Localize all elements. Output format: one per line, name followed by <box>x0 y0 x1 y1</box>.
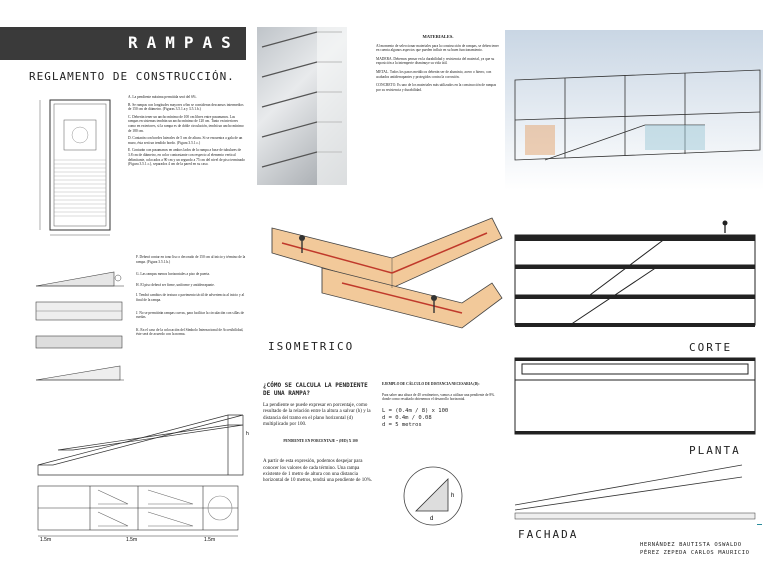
ramp-plan-bottom <box>28 480 253 542</box>
isometric-label: ISOMETRICO <box>268 340 355 353</box>
example-text: Para saber una altura de 40 centímetros, vamos a utilizar una pendiente de 8%. donde como resultado obtenemos el desarrollo horizontal. <box>382 392 496 402</box>
rule-h: H. El piso deberá ser firme, uniforme y antiderrapante. <box>136 282 215 287</box>
slope-text-2: A partir de esta expresión, podemos despejar para conocer los valores de cada término. Una rampa existente de 1 metro de altura con una distancia horizontal de 10 metros, tendrá una pendiente de 10%. <box>263 459 373 484</box>
dim-h: h <box>246 431 249 437</box>
rules-list <box>128 95 246 170</box>
rule-j: J. No se permitirán rampas curvas, para facilitar la circulación con sillas de ruedas. <box>136 310 244 320</box>
materials-para-4: CONCRETO. Es uno de los materiales más utilizados en la construcción de rampas por su resistencia y durabilidad. <box>376 83 497 92</box>
slope-triangle-diagram <box>402 465 464 527</box>
materials-heading: MATERIALES. <box>422 34 454 39</box>
rule-e: E. Contarán con pasamanos en ambos lados de la rampa a base de tubulares de 3.8 cm de diámetro, en color contrastante con respecto al elemento vertical delimitante, colocados a 90 cm y un segundo a 75 cm del nivel de piso terminado (Figura 3.5.1.c.), separados 4 cm de la pared en su caso. <box>128 148 245 167</box>
example-heading: EJEMPLO DE CÁLCULO DE DISTANCIA NECESARIA (D): <box>382 382 480 386</box>
slope-formula: PENDIENTE EN PORCENTAJE = (H/D) X 100 <box>283 438 358 443</box>
materials-para-3: METAL. Todos los pasos metálicos deberán ser de aluminio, acero o hierro, con acabados antiderrapantes y protegidos contra la corrosión. <box>376 69 492 79</box>
authors <box>640 541 750 557</box>
rule-g: G. Las rampas menos horizontales a piso de puerta. <box>136 272 211 277</box>
section-drawing <box>510 205 760 333</box>
ramp-building-photo <box>257 27 347 185</box>
dim-3: 1.5m <box>204 537 216 542</box>
example-line-1: L = (0.4m / 8) x 100 <box>382 407 449 414</box>
section-subtitle: REGLAMENTO DE CONSTRUCCIÓN. <box>29 70 235 83</box>
example-line-2: d = 0.4m / 0.08 <box>382 414 432 421</box>
example-block <box>382 382 500 429</box>
rule-k: K. En el caso de la colocación del Símbolo Internacional de Accesibilidad, éste será de acuerdo con la norma. <box>136 327 244 337</box>
ramp-elevation-1 <box>34 262 126 292</box>
rules-list-2 <box>136 255 246 341</box>
rule-i: I. Tendrá cambios de textura o pavimento táctil de advertencia al inicio y al final de la rampa. <box>136 293 245 302</box>
slope-block <box>263 382 378 485</box>
ramp-plan-drawing <box>30 90 125 240</box>
author-2: PÉREZ ZEPEDA CARLOS MAURICIO <box>640 550 750 556</box>
ramp-elevation-2 <box>34 296 126 326</box>
example-line-3: d = 5 metros <box>382 421 422 428</box>
slope-heading: ¿CÓMO SE CALCULA LA PENDIENTE DE UNA RAMPA? <box>263 382 368 397</box>
ramp-elevation-4 <box>34 360 126 386</box>
ramp-switchback-drawing <box>28 405 253 480</box>
triangle-label-d: d <box>430 516 434 522</box>
dim-2: 1.5m <box>126 537 138 542</box>
plan-drawing <box>512 350 762 440</box>
rule-f: F. Deberá contar en tono liso o decorado de 150 cm al inicio y término de la rampa. (Figura 3.5.1.b.) <box>136 255 246 264</box>
plan-label: PLANTA <box>689 444 741 457</box>
ramp-elevation-3 <box>34 330 126 354</box>
triangle-label-h: h <box>451 493 455 499</box>
rule-a: A. La pendiente máxima permitida será del 6%. <box>128 95 197 99</box>
rule-c: C. Deberán tener un ancho mínimo de 100 cm libres entre pasamanos. Las rampas en sistemas tendrán un ancho mínimo de 120 cm. Tanto en interiores como en exteriores, si la rampa es de doble circulación, tendrá un ancho mínimo de 180 cm. <box>128 114 244 133</box>
section-label: CORTE <box>689 341 733 354</box>
isometric-drawing <box>262 198 507 343</box>
materials-para-2: MADERA. Debemos pensar en la durabilidad y resistencia del material, ya que su exposición a la intemperie disminuye su vida útil. <box>376 56 495 66</box>
slope-text-1: La pendiente se puede expresar en porcentaje, como resultado de la relación entre la altura a salvar (h) y la distancia del tramo en el plano horizontal (d) multiplicado por 100. <box>263 403 371 428</box>
building-perspective <box>505 30 763 190</box>
author-1: HERNÁNDEZ BAUTISTA OSWALDO <box>640 542 742 548</box>
facade-drawing <box>512 455 762 525</box>
materials-block <box>376 35 500 96</box>
materials-para-1: Al momento de seleccionar materiales para la construcción de rampas, se deben tener en cuenta algunos aspectos que pueden influir en su buen funcionamiento. <box>376 43 499 53</box>
rule-d: D. Contarán con bordes laterales de 5 cm de altura. Si se encuentra a gala de un muro, ésta será un tendido bordo. (Figura 3.5.1.c.) <box>128 136 243 145</box>
example-lines <box>382 408 500 429</box>
dim-1: 1.5m <box>40 537 52 542</box>
facade-label: FACHADA <box>518 528 579 541</box>
page-title: RAMPAS <box>128 33 240 52</box>
rule-b: B. Se rampas con longitudes mayores a 6m se consideran descansos intermedios de 150 cm de diámetro. (Figuras 3.5.1.a y 3.5.1.b.) <box>128 102 244 112</box>
